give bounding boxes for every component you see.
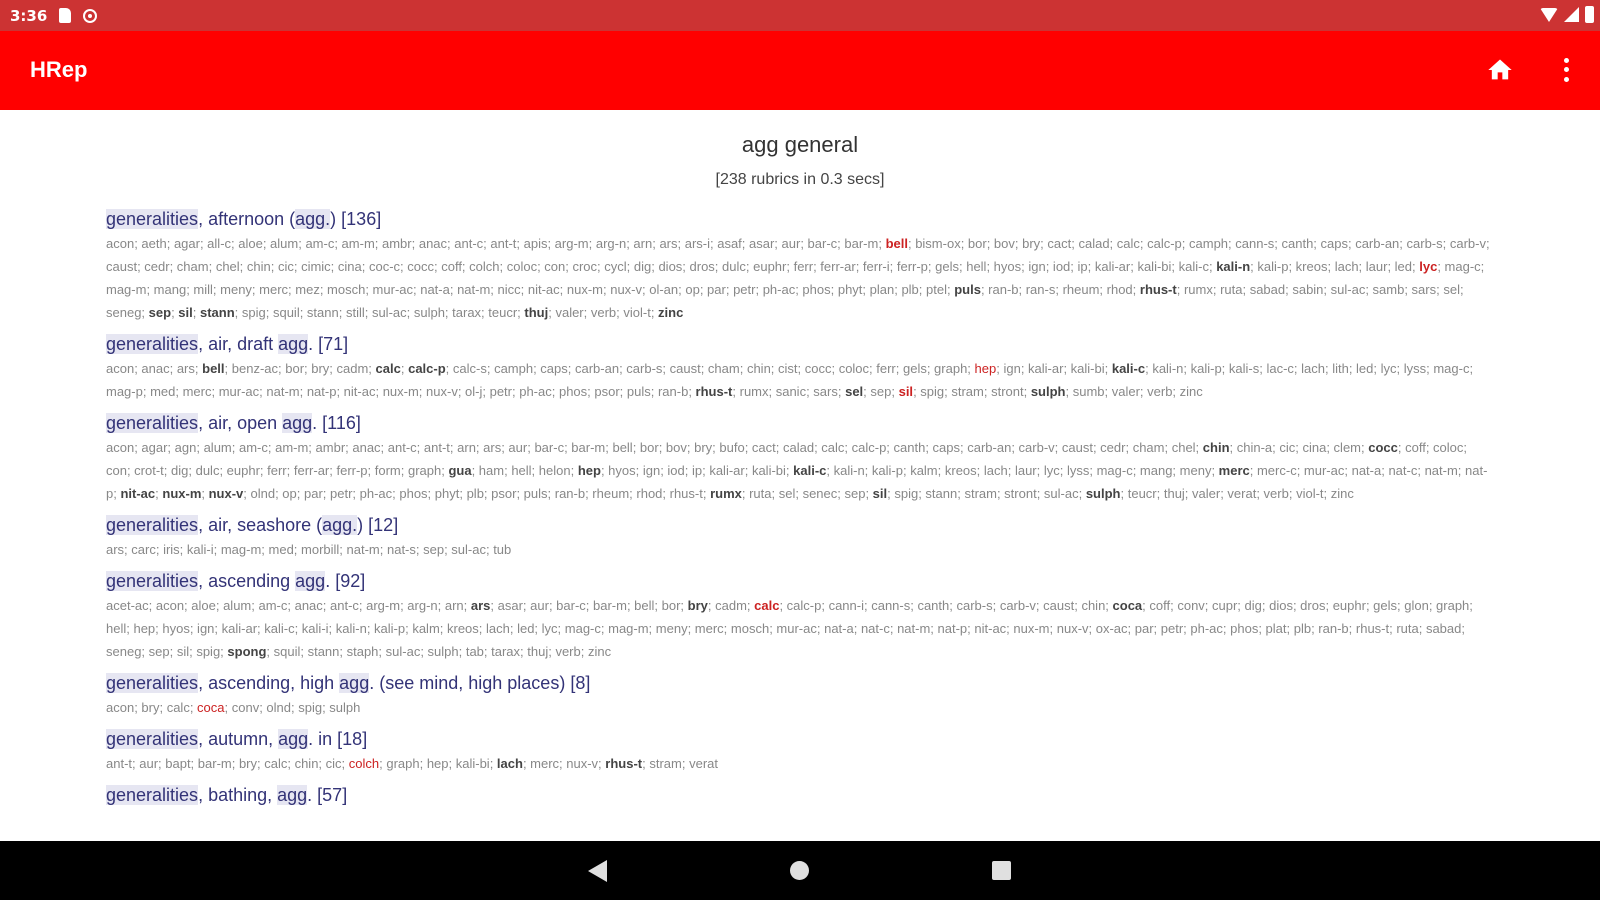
rubric-title[interactable] <box>106 332 1494 357</box>
remedy-graded: bell <box>202 361 225 376</box>
remedy-graded: zinc <box>658 305 684 320</box>
home-circle-icon[interactable] <box>790 861 809 880</box>
rubric-title-text: . [71] <box>308 334 349 354</box>
remedy-graded: rhus-t <box>695 384 733 399</box>
search-highlight: agg. <box>295 209 331 229</box>
battery-icon <box>1585 6 1594 23</box>
remedy-graded: rumx <box>710 486 742 501</box>
search-highlight: generalities <box>106 571 199 591</box>
remedy-text: ; asar; aur; bar-c; bar-m; bell; bor; <box>490 598 688 613</box>
remedy-text: ; sep; <box>863 384 899 399</box>
remedy-text: ; mag-c; mag-m; mang; mill; meny; merc; mez; mosch; mur-ac; nat-a; nat-m; nicc; nit-ac; nux-m; nux-v; ol-an; op; par; petr; ph-ac; phos; phyt; plan; plb; ptel; <box>106 259 1485 297</box>
remedy-graded: calc-p <box>408 361 446 376</box>
rubric-item[interactable] <box>106 513 1494 561</box>
remedy-text: ; ran-b; ran-s; rheum; rhod; <box>980 282 1140 297</box>
remedy-text: ; olnd; op; par; petr; ph-ac; phos; phyt; plb; psor; puls; ran-b; rheum; rhod; rhus-t; <box>243 486 711 501</box>
more-vert-icon[interactable] <box>1562 56 1570 84</box>
rubric-title-text: , ascending <box>198 571 296 591</box>
remedy-graded: nux-v <box>208 486 244 501</box>
remedy-text: ; squil; stann; staph; sul-ac; sulph; tab; tarax; thuj; verb; zinc <box>266 644 612 659</box>
remedy-text: ; <box>155 486 163 501</box>
remedy-text: ; calc-s; camph; caps; carb-an; carb-s; caust; cham; chin; cist; cocc; coloc; ferr; gels; graph; <box>445 361 975 376</box>
rubric-item[interactable] <box>106 207 1494 324</box>
remedy-text: ; cadm; <box>707 598 755 613</box>
remedy-graded: sil <box>178 305 193 320</box>
rubric-title[interactable] <box>106 513 1494 538</box>
remedy-text: ; kali-n; kali-p; kali-s; lac-c; lach; lith; led; lyc; lyss; mag-c; mag-p; med; merc; mur-ac; nat-m; nat-p; nit-ac; nux-m; nux-v; ol-j; petr; ph-ac; phos; psor; puls; ran-b; <box>106 361 1474 399</box>
remedy-text: acon; anac; ars; <box>106 361 203 376</box>
rubric-title-text: , air, seashore ( <box>198 515 323 535</box>
rubric-title-text: . [57] <box>307 785 348 805</box>
app-title: HRep <box>30 57 88 82</box>
remedy-text: ; <box>201 486 209 501</box>
remedy-graded: calc <box>375 361 401 376</box>
rubric-title-text: , afternoon ( <box>198 209 296 229</box>
remedy-graded: kali-c <box>793 463 827 478</box>
search-highlight: generalities <box>106 729 199 749</box>
remedy-graded: sil <box>898 384 914 399</box>
remedy-list <box>106 436 1494 505</box>
remedy-text: ; ham; hell; helon; <box>471 463 578 478</box>
remedy-text: ; sumb; valer; verb; zinc <box>1065 384 1203 399</box>
navigation-bar <box>0 841 1600 900</box>
search-highlight: agg <box>277 785 308 805</box>
remedy-text: ; chin-a; cic; cina; clem; <box>1229 440 1369 455</box>
rubric-item[interactable] <box>106 783 1494 808</box>
search-highlight: agg <box>278 729 309 749</box>
remedy-list <box>106 752 1494 775</box>
remedy-graded: hep <box>577 463 601 478</box>
search-highlight: agg <box>339 673 370 693</box>
rubric-title-text: . in [18] <box>308 729 368 749</box>
remedy-list <box>106 594 1494 663</box>
remedy-text: ; spig; stann; stram; stront; sul-ac; <box>887 486 1086 501</box>
remedy-text: ; <box>400 361 409 376</box>
rubric-title-text: . (see mind, high places) [8] <box>369 673 591 693</box>
rubric-title[interactable] <box>106 671 1494 696</box>
results-content[interactable] <box>0 110 1600 841</box>
remedy-graded: kali-n <box>1216 259 1251 274</box>
search-highlight: generalities <box>106 413 199 433</box>
signal-icon <box>1564 7 1579 22</box>
remedy-text: ant-t; aur; bapt; bar-m; bry; calc; chin; cic; <box>106 756 349 771</box>
remedy-text: ; spig; stram; stront; <box>913 384 1031 399</box>
remedy-graded: sel <box>845 384 864 399</box>
rubric-title[interactable] <box>106 569 1494 594</box>
rubric-title-text: , ascending, high <box>198 673 340 693</box>
status-bar <box>0 0 1600 31</box>
remedy-list <box>106 696 1494 719</box>
recents-square-icon[interactable] <box>992 861 1011 880</box>
remedy-graded: rhus-t <box>605 756 643 771</box>
remedy-text: ; coff; conv; cupr; dig; dios; dros; euphr; gels; glon; graph; hell; hep; hyos; ign; kali-ar; kali-c; kali-i; kali-n; kali-p; kalm; kreos; lach; led; lyc; mag-c; mag-m; meny; merc; mosch; mur-ac; nat-a; nat-c; nat-m; nat-p; nit-ac; nux-m; nux-v; ox-ac; par; petr; ph-ac; phos; plat; plb; ran-b; rhus-t; ruta; sabad; seneg; sep; sil; spig; <box>106 598 1473 659</box>
rubric-item[interactable] <box>106 411 1494 505</box>
remedy-text: ; rumx; sanic; sars; <box>732 384 846 399</box>
remedy-text: ars; carc; iris; kali-i; mag-m; med; morbill; nat-m; nat-s; sep; sul-ac; tub <box>106 542 512 557</box>
rubric-item[interactable] <box>106 671 1494 719</box>
remedy-graded: stann <box>200 305 235 320</box>
remedy-text: ; ruta; sel; senec; sep; <box>741 486 873 501</box>
search-highlight: generalities <box>106 334 199 354</box>
remedy-text: ; bism-ox; bor; bov; bry; cact; calad; calc; calc-p; camph; cann-s; canth; caps; carb-an; carb-s; carb-v; caust; cedr; cham; chel; chin; cic; cimic; cina; coc-c; cocc; coff; colch; coloc; con; croc; cycl; dig; dios; dros; dulc; euphr; ferr; ferr-ar; ferr-i; ferr-p; gels; hell; hyos; ign; iod; ip; kali-ar; kali-bi; kali-c; <box>106 236 1490 274</box>
remedy-text: ; valer; verb; viol-t; <box>548 305 659 320</box>
remedy-graded: kali-c <box>1111 361 1146 376</box>
remedy-text: ; stram; verat <box>642 756 718 771</box>
remedy-text: acet-ac; acon; aloe; alum; am-c; anac; ant-c; arg-m; arg-n; arn; <box>106 598 471 613</box>
remedy-text: ; <box>171 305 179 320</box>
home-icon[interactable] <box>1486 56 1514 84</box>
search-highlight: agg <box>295 571 326 591</box>
remedy-text: acon; aeth; agar; all-c; aloe; alum; am-c; am-m; ambr; anac; ant-c; ant-t; apis; arg-m; arg-n; arn; ars; ars-i; asaf; asar; aur; bar-c; bar-m; <box>106 236 886 251</box>
remedy-graded: cocc <box>1368 440 1398 455</box>
remedy-graded: thuj <box>524 305 549 320</box>
remedy-text: ; coff; coloc; con; crot-t; dig; dulc; euphr; ferr; ferr-ar; ferr-p; form; graph; <box>106 440 1468 478</box>
remedy-graded: bell <box>885 236 908 251</box>
remedy-graded: lyc <box>1419 259 1438 274</box>
rubric-title[interactable] <box>106 411 1494 436</box>
remedy-graded: coca <box>197 700 225 715</box>
remedy-text: ; benz-ac; bor; bry; cadm; <box>224 361 376 376</box>
back-icon[interactable] <box>588 860 607 882</box>
wifi-icon <box>1540 8 1558 22</box>
sd-card-icon <box>59 8 71 23</box>
rubric-title-text: . [116] <box>312 413 361 433</box>
rubric-list <box>106 207 1494 808</box>
search-highlight: generalities <box>106 785 199 805</box>
remedy-text: ; graph; hep; kali-bi; <box>379 756 497 771</box>
rubric-title-text: ) [136] <box>330 209 382 229</box>
rubric-item[interactable] <box>106 332 1494 403</box>
results-count: [238 rubrics in 0.3 secs] <box>715 171 885 188</box>
rubric-item[interactable] <box>106 569 1494 663</box>
remedy-list <box>106 538 1494 561</box>
remedy-graded: chin <box>1202 440 1230 455</box>
remedy-graded: spong <box>227 644 267 659</box>
remedy-graded: sep <box>148 305 172 320</box>
remedy-text: ; kali-p; kreos; lach; laur; led; <box>1250 259 1420 274</box>
remedy-text: acon; bry; calc; <box>106 700 198 715</box>
search-highlight: agg <box>278 334 309 354</box>
remedy-text: ; ign; kali-ar; kali-bi; <box>996 361 1112 376</box>
remedy-list <box>106 357 1494 403</box>
rubric-title-text: . [92] <box>325 571 366 591</box>
remedy-text: ; calc-p; cann-i; cann-s; canth; carb-s; carb-v; caust; chin; <box>779 598 1113 613</box>
search-highlight: generalities <box>106 673 199 693</box>
remedy-text: ; conv; olnd; spig; sulph <box>224 700 361 715</box>
remedy-text: ; spig; squil; stann; still; sul-ac; sulph; tarax; teucr; <box>234 305 525 320</box>
rubric-title-text: , autumn, <box>198 729 279 749</box>
rubric-item[interactable] <box>106 727 1494 775</box>
remedy-graded: puls <box>954 282 981 297</box>
remedy-text: ; teucr; thuj; valer; verat; verb; viol-t; zinc <box>1120 486 1354 501</box>
remedy-text: ; hyos; ign; iod; ip; kali-ar; kali-bi; <box>600 463 794 478</box>
remedy-graded: hep <box>974 361 997 376</box>
rubric-title[interactable] <box>106 207 1494 232</box>
remedy-graded: calc <box>754 598 780 613</box>
remedy-graded: lach <box>496 756 523 771</box>
remedy-text: ; <box>192 305 200 320</box>
rubric-title-text: , air, open <box>198 413 283 433</box>
page-title: agg general <box>741 132 859 157</box>
remedy-text: ; rumx; ruta; sabad; sabin; sul-ac; samb; sars; sel; seneg; <box>106 282 1464 320</box>
status-time: 3:36 <box>10 6 48 25</box>
search-highlight: agg. <box>322 515 358 535</box>
remedy-graded: gua <box>448 463 472 478</box>
remedy-list <box>106 232 1494 324</box>
remedy-graded: bry <box>687 598 708 613</box>
remedy-graded: sulph <box>1085 486 1121 501</box>
remedy-graded: merc <box>1218 463 1250 478</box>
rubric-title-text: ) [12] <box>357 515 399 535</box>
remedy-text: ; merc; nux-v; <box>522 756 606 771</box>
app-bar <box>0 31 1600 110</box>
search-highlight: generalities <box>106 209 199 229</box>
remedy-graded: nit-ac <box>120 486 156 501</box>
rubric-title-text: , air, draft <box>198 334 279 354</box>
search-highlight: generalities <box>106 515 199 535</box>
remedy-graded: nux-m <box>162 486 202 501</box>
rubric-title-text: , bathing, <box>198 785 278 805</box>
remedy-graded: coca <box>1112 598 1143 613</box>
remedy-graded: sil <box>872 486 888 501</box>
remedy-graded: rhus-t <box>1139 282 1177 297</box>
remedy-text: ; merc-c; mur-ac; nat-a; nat-c; nat-m; nat-p; <box>106 463 1488 501</box>
remedy-text: acon; agar; agn; alum; am-c; am-m; ambr; anac; ant-c; ant-t; arn; ars; aur; bar-c; bar-m; bell; bor; bov; bry; bufo; cact; calad; calc; calc-p; canth; caps; carb-an; carb-v; caust; cedr; cham; chel; <box>106 440 1203 455</box>
at-icon <box>83 9 97 23</box>
rubric-title[interactable] <box>106 783 1494 808</box>
remedy-graded: colch <box>348 756 380 771</box>
rubric-title[interactable] <box>106 727 1494 752</box>
remedy-graded: ars <box>470 598 491 613</box>
remedy-text: ; kali-n; kali-p; kalm; kreos; lach; laur; lyc; lyss; mag-c; mang; meny; <box>826 463 1219 478</box>
remedy-graded: sulph <box>1030 384 1066 399</box>
search-highlight: agg <box>282 413 313 433</box>
